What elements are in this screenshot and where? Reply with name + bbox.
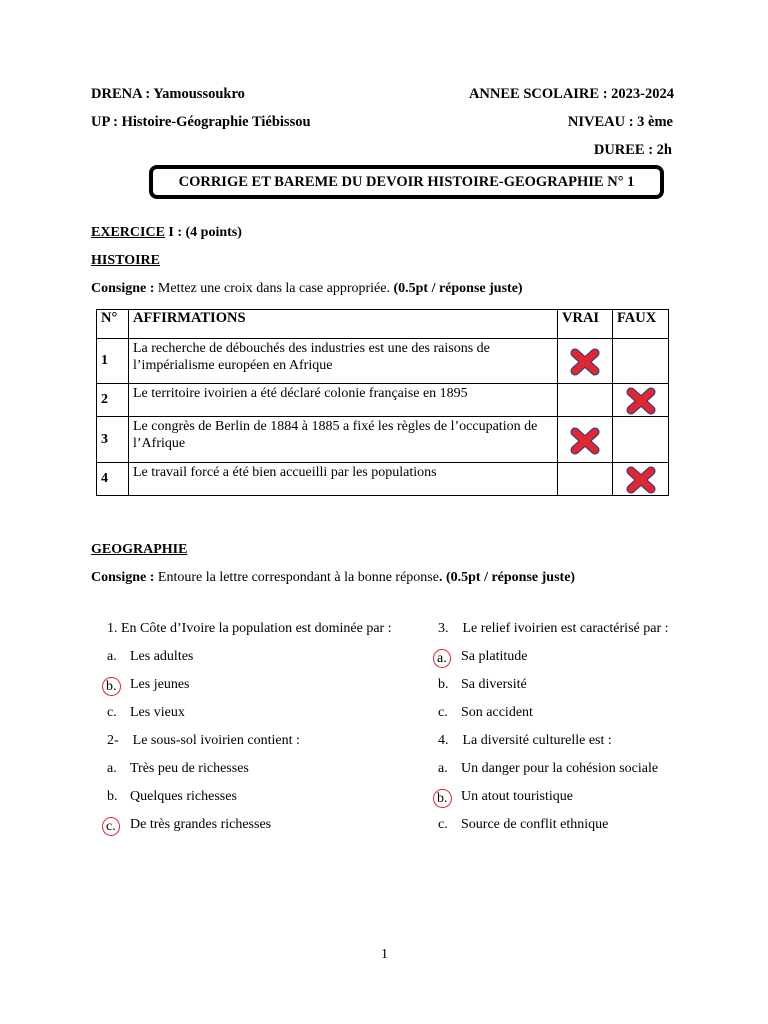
exercise-heading <box>91 225 242 241</box>
column-header-number: N° <box>97 310 129 339</box>
option-text: Les vieux <box>130 705 185 720</box>
circled-answer: c. <box>102 817 120 836</box>
affirmation-text: La recherche de débouchés des industries est une des raisons de l’impérialisme européen en Afrique <box>129 339 558 384</box>
table-row <box>97 384 669 417</box>
column-header-vrai: VRAI <box>558 310 613 339</box>
answer-letter: c. <box>438 817 448 832</box>
page-number: 1 <box>381 947 388 962</box>
answer-cell-vrai <box>558 463 613 496</box>
instruction-label: Consigne : <box>91 281 155 296</box>
question-q4: 4. La diversité culturelle est : <box>438 733 612 748</box>
geographie-heading: GEOGRAPHIE <box>91 542 188 557</box>
answer-cell-vrai <box>558 339 613 384</box>
option-text: Les jeunes <box>130 677 190 692</box>
cross-mark-icon <box>570 348 600 376</box>
option-text: Son accident <box>461 705 533 720</box>
cross-mark-icon <box>626 466 656 494</box>
option-letter <box>107 817 120 836</box>
option-text: Très peu de richesses <box>130 761 249 776</box>
table-row <box>97 417 669 463</box>
answer-cell-vrai <box>558 384 613 417</box>
instruction-text: Entoure la lettre correspondant à la bonne réponse <box>154 570 439 585</box>
row-number: 4 <box>97 463 129 496</box>
circled-answer: b. <box>433 789 452 808</box>
row-number: 3 <box>97 417 129 463</box>
option-letter <box>438 817 448 833</box>
option-letter <box>438 789 452 808</box>
option-letter <box>438 677 449 693</box>
option-text: Sa platitude <box>461 649 528 664</box>
drena-label: DRENA : Yamoussoukro <box>91 86 245 102</box>
affirmation-text: Le territoire ivoirien a été déclaré colonie française en 1895 <box>129 384 558 417</box>
option-letter <box>107 649 117 665</box>
table-row <box>97 463 669 496</box>
question-q1: 1. En Côte d’Ivoire la population est dominée par : <box>107 621 392 636</box>
option-text: Un atout touristique <box>461 789 573 804</box>
instruction-text: Mettez une croix dans la case appropriée. <box>154 281 394 296</box>
up-label: UP : Histoire-Géographie Tiébissou <box>91 114 311 130</box>
instruction-scoring: (0.5pt / réponse juste) <box>393 281 523 296</box>
option-text: Les adultes <box>130 649 194 664</box>
cross-mark-icon <box>570 427 600 455</box>
option-letter <box>438 761 448 777</box>
row-number: 2 <box>97 384 129 417</box>
row-number: 1 <box>97 339 129 384</box>
circled-answer: b. <box>102 677 121 696</box>
option-text: Quelques richesses <box>130 789 237 804</box>
table-header-row <box>97 310 669 339</box>
option-letter <box>107 677 121 696</box>
answer-letter: a. <box>107 649 117 664</box>
cross-mark-icon <box>626 387 656 415</box>
option-letter <box>438 705 448 721</box>
answer-cell-faux <box>613 417 669 463</box>
option-text: Source de conflit ethnique <box>461 817 609 832</box>
exercise-label: EXERCICE <box>91 225 165 240</box>
option-letter <box>107 789 118 805</box>
question-q2: 2- Le sous-sol ivoirien contient : <box>107 733 300 748</box>
option-text: Un danger pour la cohésion sociale <box>461 761 659 776</box>
level-label: NIVEAU : 3 ème <box>567 114 673 130</box>
instruction-label: Consigne : <box>91 570 155 585</box>
answer-cell-faux <box>613 339 669 384</box>
option-letter <box>107 705 117 721</box>
answer-letter: c. <box>107 705 117 720</box>
histoire-instruction <box>91 281 523 297</box>
answer-letter: a. <box>438 761 448 776</box>
question-q3: 3. Le relief ivoirien est caractérisé par : <box>438 621 669 636</box>
affirmations-table <box>96 309 669 496</box>
geographie-instruction <box>91 570 575 586</box>
table-row <box>97 339 669 384</box>
option-letter <box>438 649 451 668</box>
instruction-scoring: . (0.5pt / réponse juste) <box>438 570 576 585</box>
answer-cell-faux <box>613 384 669 417</box>
column-header-faux: FAUX <box>613 310 669 339</box>
duration-label: DUREE : 2h <box>593 142 672 158</box>
answer-cell-faux <box>613 463 669 496</box>
circled-answer: a. <box>433 649 451 668</box>
answer-cell-vrai <box>558 417 613 463</box>
answer-letter: c. <box>438 705 448 720</box>
option-text: Sa diversité <box>461 677 527 692</box>
column-header-affirmations: AFFIRMATIONS <box>129 310 558 339</box>
option-text: De très grandes richesses <box>130 817 272 832</box>
affirmation-text: Le travail forcé a été bien accueilli par les populations <box>129 463 558 496</box>
exercise-points: I : (4 points) <box>164 225 242 240</box>
affirmation-text: Le congrès de Berlin de 1884 à 1885 a fixé les règles de l’occupation de l’Afrique <box>129 417 558 463</box>
histoire-heading: HISTOIRE <box>91 253 160 268</box>
answer-letter: b. <box>107 789 118 804</box>
option-letter <box>107 761 117 777</box>
document-title: CORRIGE ET BAREME DU DEVOIR HISTOIRE-GEOGRAPHIE N° 1 <box>149 165 664 199</box>
answer-letter: a. <box>107 761 117 776</box>
school-year-label: ANNEE SCOLAIRE : 2023-2024 <box>468 86 674 102</box>
answer-letter: b. <box>438 677 449 692</box>
